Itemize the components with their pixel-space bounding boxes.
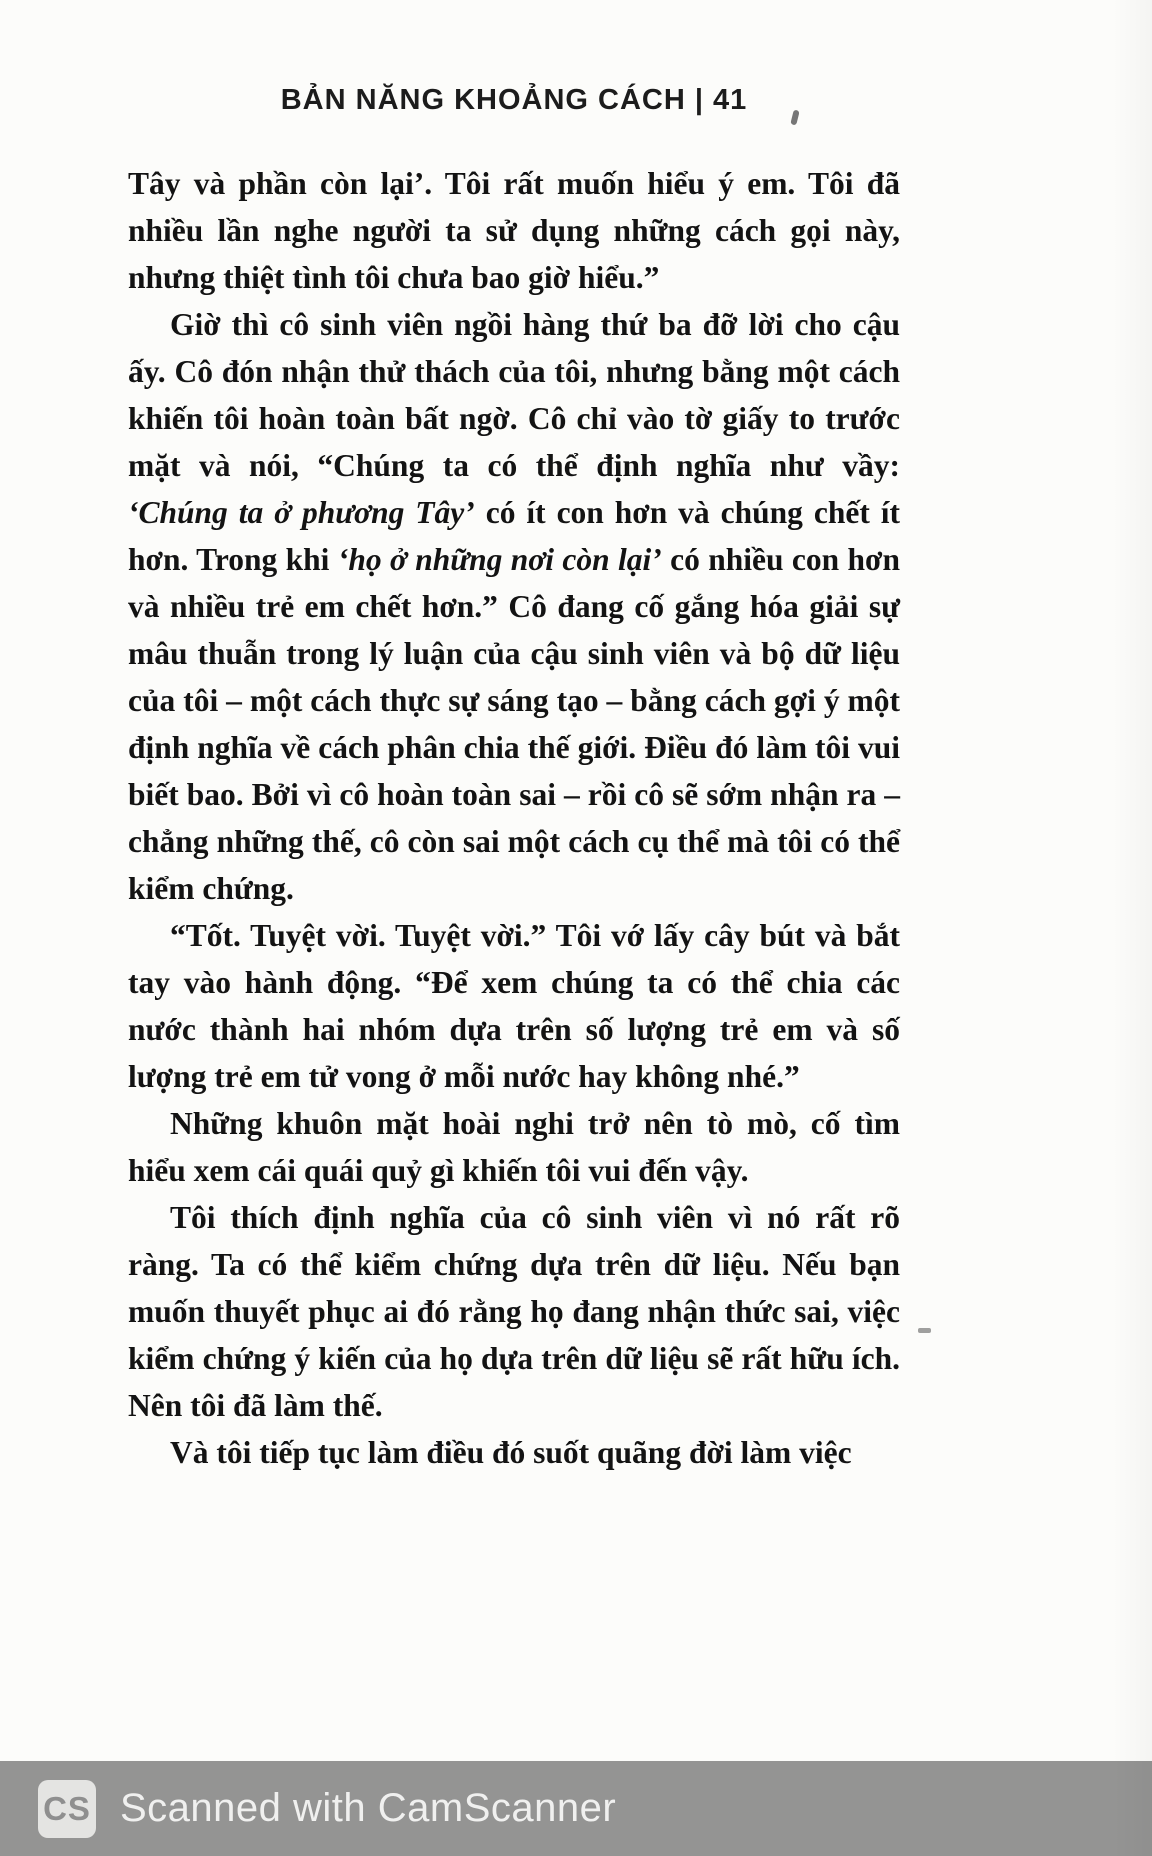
text-run: Tôi thích định nghĩa của cô sinh viên vì nó rất rõ ràng. Ta có thể kiểm chứng dựa trên dữ liệu. Nếu bạn muốn thuyết phục ai đó rằng họ đang nhận thức sai, việc kiểm chứng ý kiến của họ dựa trên dữ liệu sẽ rất hữu ích. Nên tôi đã làm thế. [128, 1200, 900, 1423]
camscanner-watermark-text: Scanned with CamScanner [120, 1786, 617, 1830]
paragraph [128, 160, 900, 301]
body-text [128, 160, 900, 1476]
paragraph [128, 1429, 900, 1476]
text-run: Giờ thì cô sinh viên ngồi hàng thứ ba đỡ lời cho cậu ấy. Cô đón nhận thử thách của tôi, nhưng bằng một cách khiến tôi hoàn toàn bất ngờ. Cô chỉ vào tờ giấy to trước mặt và nói, “Chúng ta có thể định nghĩa như vầy: [128, 307, 900, 483]
camscanner-logo-icon [38, 1780, 96, 1838]
paragraph [128, 301, 900, 912]
paragraph [128, 1100, 900, 1194]
scan-artifact [918, 1328, 931, 1333]
camscanner-logo-text: CS [43, 1789, 91, 1827]
text-run: “Tốt. Tuyệt vời. Tuyệt vời.” Tôi vớ lấy cây bút và bắt tay vào hành động. “Để xem chúng ta có thể chia các nước thành hai nhóm dựa trên số lượng trẻ em và số lượng trẻ em tử vong ở mỗi nước hay không nhé.” [128, 918, 900, 1094]
page-header: BẢN NĂNG KHOẢNG CÁCH | 41 [280, 84, 748, 116]
text-run: Những khuôn mặt hoài nghi trở nên tò mò, cố tìm hiểu xem cái quái quỷ gì khiến tôi vui đến vậy. [128, 1106, 900, 1188]
text-run-italic: ‘họ ở những nơi còn lại’ [337, 542, 662, 577]
text-run: có ít con hơn và chúng chết ít hơn. Trong khi [128, 495, 900, 577]
text-run: Tây và phần còn lại’. Tôi rất muốn hiểu ý em. Tôi đã nhiều lần nghe người ta sử dụng những cách gọi này, nhưng thiệt tình tôi chưa bao giờ hiểu.” [128, 166, 900, 295]
camscanner-watermark-bar [0, 1761, 1152, 1856]
text-run: có nhiều con hơn và nhiều trẻ em chết hơn.” Cô đang cố gắng hóa giải sự mâu thuẫn trong lý luận của cậu sinh viên và bộ dữ liệu của tôi – một cách thực sự sáng tạo – bằng cách gợi ý một định nghĩa về cách phân chia thế giới. Điều đó làm tôi vui biết bao. Bởi vì cô hoàn toàn sai – rồi cô sẽ sớm nhận ra – chẳng những thế, cô còn sai một cách cụ thể mà tôi có thể kiểm chứng. [128, 542, 900, 906]
paragraph [128, 1194, 900, 1429]
paragraph [128, 912, 900, 1100]
text-run-italic: ‘Chúng ta ở phương Tây’ [128, 495, 475, 530]
text-run: Và tôi tiếp tục làm điều đó suốt quãng đời làm việc [170, 1435, 852, 1470]
